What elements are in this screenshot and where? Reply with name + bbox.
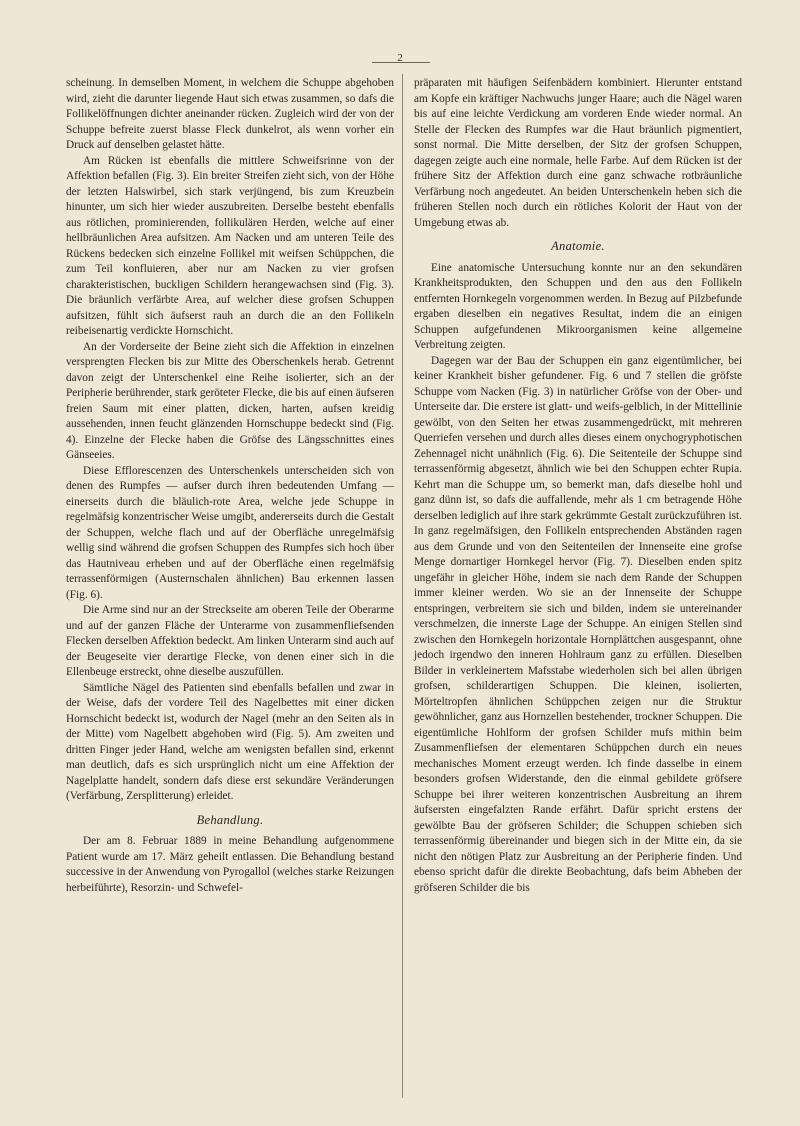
paragraph: Eine anatomische Untersuchung konnte nur an den sekundären Krankheitsprodukten, den Schuppen und den aus den Follikeln entfernten Hornkegeln vorgenommen werden. In Bezug auf Pilzbefunde ergaben dieselben ein negatives Resultat, indem die an einigen Schuppen aufgefundenen Mikroorganismen keine allgemeine Verbreitung zeigten. [414, 261, 742, 351]
paragraph: scheinung. In demselben Moment, in welchem die Schuppe abgehoben wird, zieht die darunter liegende Haut sich etwas zusammen, so dafs die Follikelöffnungen dichter aneinander rücken. Zugleich wird der von der Schuppe befreite zuerst blasse Fleck dunkelrot, als wenn vorher ein Druck auf denselben gelastet hätte. [66, 77, 394, 151]
section-heading-behandlung: Behandlung. [196, 812, 264, 827]
page-number: 2 [397, 52, 403, 64]
paragraph: Diese Efflorescenzen des Unterschenkels unterscheiden sich von denen des Rumpfes — aufser durch ihren bedeutenden Umfang — einerseits durch die bläulich-rote Area, welche jede Schuppe in regelmäfsig konzentrischer Weise umgibt, andererseits durch die Gestalt der Schuppen, welche flach und auf der Oberfläche unregelmäfsig wellig sind während die grofsen Schuppen des Rumpfes sich hoch über das Hautniveau erheben und auf der Oberfläche einen regelmäfsig terrassenförmigen (Austernschalen ähnlichen) Bau erkennen lassen (Fig. 6). [66, 464, 394, 601]
section-heading-anatomie: Anatomie. [551, 239, 605, 253]
column-divider [402, 74, 403, 1098]
right-column [414, 76, 742, 896]
paragraph: Der am 8. Februar 1889 in meine Behandlung aufgenommene Patient wurde am 17. März geheilt entlassen. Die Behandlung bestand successive in der Anwendung von Pyrogallol (welches starke Reizungen herbeiführte), Resorzin- und Schwefel- [66, 835, 394, 894]
paragraph: Dagegen war der Bau der Schuppen ein ganz eigentümlicher, bei keiner Krankheit bisher gefundener. Fig. 6 und 7 stellen die gröfste Schuppe vom Nacken (Fig. 3) in natürlicher Gröfse von der Ober- und Unterseite dar. Die erstere ist glatt- und weifs-gelblich, in der Mittellinie gewölbt, von den Seiten her etwas zusammengedrückt, mit mehreren Querriefen versehen und durch alles dieses einem onychogryphotischen Zehennagel nicht unähnlich (Fig. 6). Die Seitenteile der Schuppe sind terrassenförmig abgesetzt, ähnlich wie bei den Schuppen echter Rupia. Kehrt man die Schuppe um, so bemerkt man, dafs dieselbe hohl und ganz dünn ist, so dafs die auffallende, mehr als 1 cm betragende Höhe derselben lediglich auf ihre stark gekrümmte Gestalt zurückzuführen ist. In ganz regelmäfsigen, den Follikeln entsprechenden Abständen ragen aus dem Grunde und von den Seitenteilen der Innenseite eine grofse Menge dornartiger Hornkegel hervor (Fig. 7). Dieselben enden spitz ungefähr in gleicher Höhe, indem sie nach dem Rande der Schuppen immer kleiner werden. Wo sie an der Innenseite der Schuppe entspringen, verbreitern sie sich und bilden, indem sie untereinander verschmelzen, die innerste Lage der Schuppe. An einigen Stellen sind zwischen den Hornkegeln horizontale Hornplättchen ausgespannt, ohne jedoch irgendwo den inneren Hohlraum ganz zu erfüllen. Dieselben Bilder in verkleinertem Mafsstabe wiederholen sich bei allen übrigen grofsen, schilderartigen Schuppen. Die kleinen, isolierten, Mörteltropfen ähnlichen Schüppchen zeigen nur die Struktur gewöhnlicher, ganz aus Hornzellen bestehender, trockner Schuppen. Die eigentümliche Hohlform der grofsen Schilder mufs mithin beim Zusammenfliefsen der elementaren Schüppchen durch ein neues mechanisches Moment erzeugt werden. Ich finde dasselbe in einem besonders grofsen Widerstande, den die einmal gebildete gröfsere Schuppe bei ihrer weiteren konzentrischen Ausbreitung an ihrem äufsersten eingefalzten Rande erfährt. Dafür spricht erstens der gewölbte Bau der gröfseren Schilder; die Schuppen schieben sich terrassenförmig übereinander und biegen sich in der Mitte ein, da sie nicht den nötigen Platz zur Ausbreitung an der Peripherie finden. Und ebenso spricht dafür die direkte Beobachtung, dafs beim Abheben der gröfseren Schilder die bis [414, 354, 742, 894]
paragraph: Die Arme sind nur an der Streckseite am oberen Teile der Oberarme und auf der ganzen Fläche der Unterarme von zusammenfliefsenden Flecken derselben Affektion bedeckt. Am linken Unterarm sind auch auf der Beugeseite vier derartige Flecke, von denen einer sich in die Ellenbeuge erstreckt, ohne dieselbe auszufüllen. [66, 604, 394, 678]
paragraph: Am Rücken ist ebenfalls die mittlere Schweifsrinne von der Affektion befallen (Fig. 3). Ein breiter Streifen zieht sich, von der Höhe der letzten Halswirbel, sich stark verjüngend, bis zum Kreuzbein hinunter, um sich hier wieder auszubreiten. Derselbe besteht ebenfalls aus rötlichen, prominierenden, follikulären Herden, welche auf einer hellbräunlichen Area aufsitzen. Am Nacken und am unteren Teile des Rückens bedecken sich einzelne Follikel mit weifsen Schüppchen, die zum Teil konfluieren, aber nur am Nacken zu vier grofsen charakteristischen, buckligen Schildern herangewachsen sind (Fig. 3). Die bräunlich verfärbte Area, auf welcher diese grofsen Schuppen aufsitzen, fühlt sich äufserst rauh an durch die an den Follikeln reibeisenartig verdickte Hornschicht. [66, 154, 394, 337]
paragraph: Sämtliche Nägel des Patienten sind ebenfalls befallen und zwar in der Weise, dafs der vordere Teil des Nagelbettes mit einer dicken Hornschicht bedeckt ist, wodurch der Nagel (mehr an den Seiten als in der Mitte) vom Nagelbett abgehoben wird (Fig. 5). Am zweiten und dritten Finger jeder Hand, welche am wenigsten befallen sind, erkennt man deutlich, dafs es sich ursprünglich nicht um eine Affektion der Nagelplatte handelt, sondern dafs diese erst sekundäre Veränderungen (Verfärbung, Zersplitterung) erleidet. [66, 681, 394, 802]
left-column [66, 76, 394, 896]
header-rule [372, 62, 430, 63]
paragraph: An der Vorderseite der Beine zieht sich die Affektion in einzelnen versprengten Flecken bis zur Mitte des Oberschenkels herab. Getrennt davon zeigt der Unterschenkel eine Reihe isolierter, sich an der Peripherie berührender, stark geröteter Flecke, die bis auf einen äufseren freien Saum mit einer platten, dicken, harten, aufsen kreidig aussehenden, innen feucht glänzenden Hornschuppe bedeckt sind (Fig. 4). Einzelne der Flecke haben die Gröfse des Längsschnittes eines Gänseeies. [66, 340, 394, 461]
paragraph: präparaten mit häufigen Seifenbädern kombiniert. Hierunter entstand am Kopfe ein kräftiger Nachwuchs junger Haare; auch die Nägel waren bis auf eine leichte Verdickung am vorderen Ende wieder normal. An Stelle der Flecken des Rumpfes war die Haut bräunlich pigmentiert, sonst normal. Die Mitte derselben, der Sitz der grofsen Schuppen, dagegen zeigte auch eine normale, helle Farbe. Auf dem Rücken ist der frühere Sitz der Affektion durch eine ganz schwache rotbräunliche Verfärbung noch angedeutet. An beiden Unterschenkeln heben sich die früheren Stellen noch durch ein rötliches Kolorit der Haut von der Umgebung etwas ab. [414, 77, 742, 229]
